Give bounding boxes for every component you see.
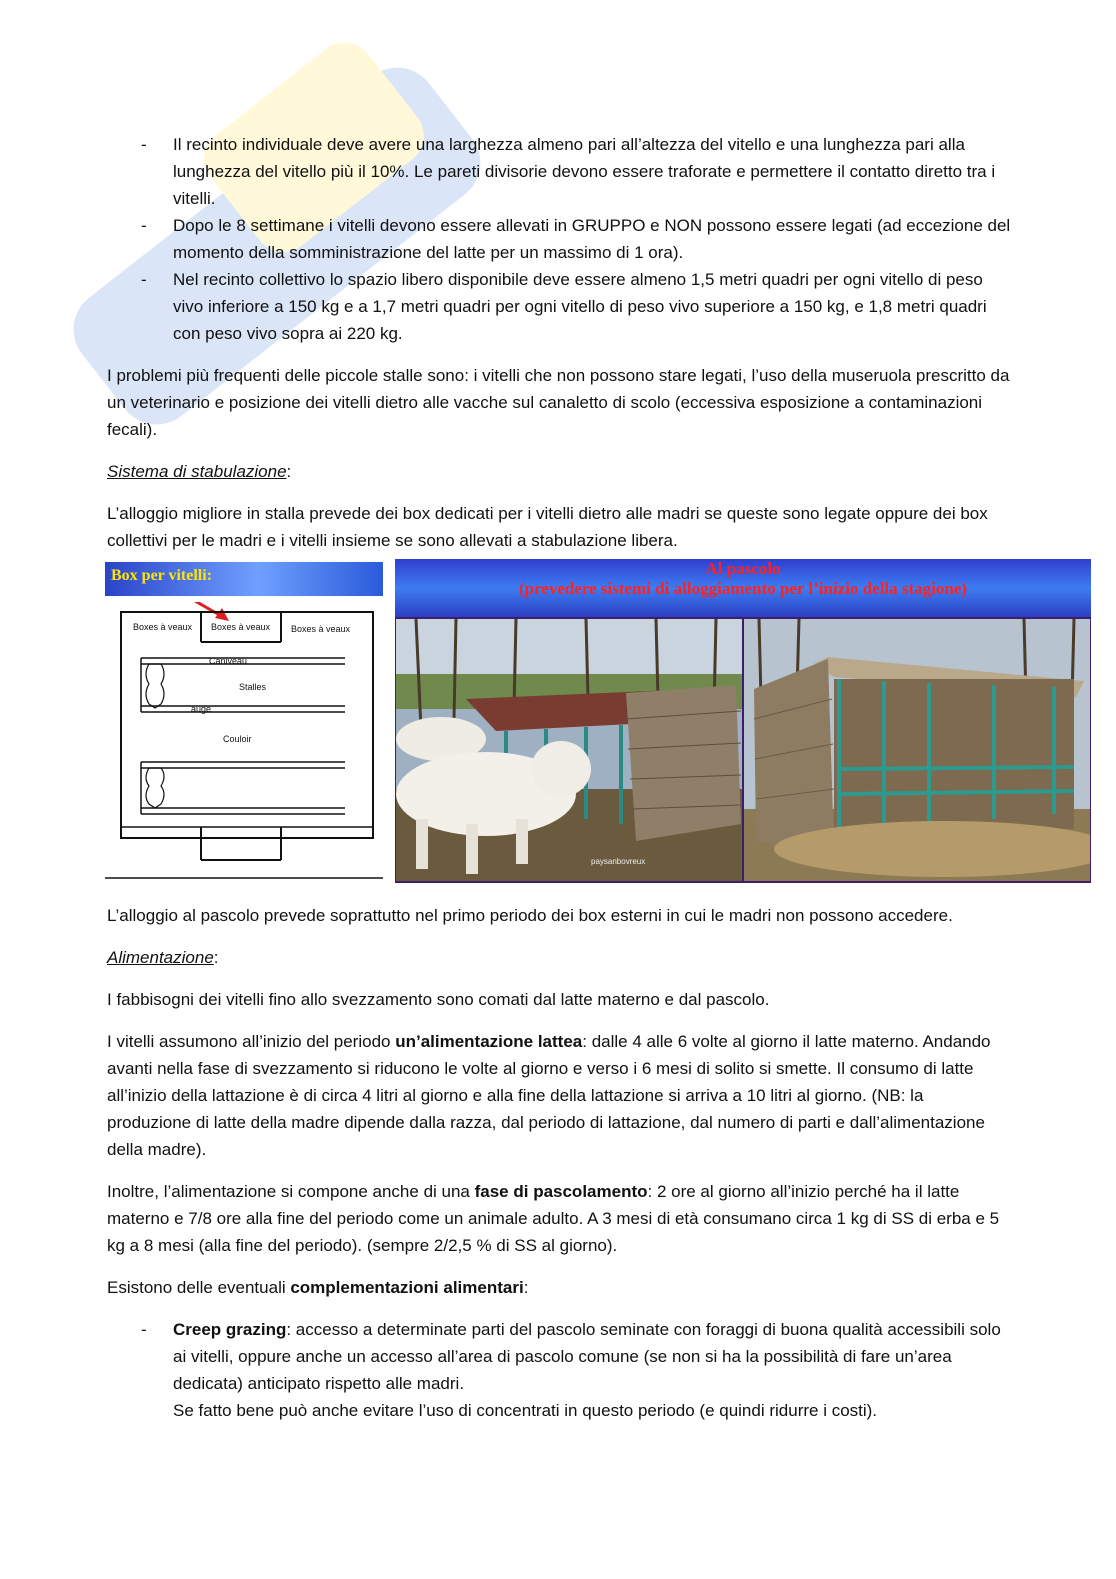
heading-alimentazione-text: Alimentazione xyxy=(107,948,214,967)
paragraph-complementazioni xyxy=(107,1274,1012,1301)
photo-shelter-cattle xyxy=(396,619,742,881)
text-run: : dalle 4 alle 6 volte al giorno il latte materno. Andando avanti nella fase di svezzamento si riducono le volte al giorno e verso i 6 mesi di solito si smette. Il consumo di latte all’inizio della lattazione è di circa 4 litri al giorno e alla fine della lattazione si arriva a 10 litri al giorno. (NB: la produzione di latte della madre dipende dalla razza, dal periodo di lattazione, dal numero di parti e dall’alimentazione della madre). xyxy=(107,1032,991,1159)
bottom-text-block xyxy=(107,902,1012,1439)
bullet-list-recinto xyxy=(107,131,1012,347)
floorplan-diagram xyxy=(105,602,383,880)
text-run: : accesso a determinate parti del pascolo seminate con foraggi di buona qualità accessibili solo ai vitelli, oppure anche un accesso all’area di pascolo comune (se non si ha la possibilità di fare un’area dedicata) anticipato rispetto alle madri. xyxy=(173,1320,1001,1393)
label-box2: Boxes à veaux xyxy=(211,622,271,632)
paragraph-pascolamento xyxy=(107,1178,1012,1259)
label-box1: Boxes à veaux xyxy=(133,622,193,632)
top-text-block xyxy=(107,131,1012,569)
paragraph-fabbisogni: I fabbisogni dei vitelli fino allo svezzamento sono comati dal latte materno e dal pascolo. xyxy=(107,990,770,1009)
bold-term: complementazioni alimentari xyxy=(290,1278,524,1297)
text-run: Se fatto bene può anche evitare l’uso di concentrati in questo periodo (e quindi ridurre i costi). xyxy=(173,1401,878,1420)
bold-term: fase di pascolamento xyxy=(474,1182,648,1201)
paragraph-problemi: I problemi più frequenti delle piccole stalle sono: i vitelli che non possono stare legati, l’uso della museruola prescritto da un veterinario e posizione dei vitelli dietro alle vacche sul canaletto di scolo (eccessiva esposizione a contaminazioni fecali). xyxy=(107,366,1010,439)
text-run: Esistono delle eventuali xyxy=(107,1278,291,1297)
list-item: - Dopo le 8 settimane i vitelli devono essere allevati in GRUPPO e NON possono essere legati (ad eccezione del momento della somministrazione del latte per un massimo di 1 ora). xyxy=(107,212,1012,266)
list-item: - Il recinto individuale deve avere una larghezza almeno pari all’altezza del vitello e una lunghezza pari alla lunghezza del vitello più il 10%. Le pareti divisorie devono essere traforate e permettere il contatto diretto tra i vitelli. xyxy=(107,131,1012,212)
figure-box-per-vitelli xyxy=(105,562,383,880)
heading-alimentazione: Alimentazione: xyxy=(107,948,219,967)
list-item: - Nel recinto collettivo lo spazio libero disponibile deve essere almeno 1,5 metri quadri per ogni vitello di peso vivo inferiore a 150 kg e a 1,7 metri quadri per ogni vitello di peso vivo superiore a 150 kg, e 1,8 metri quadri con peso vivo sopra ai 220 kg. xyxy=(107,266,1012,347)
label-caniveau: Caniveau xyxy=(209,656,248,666)
figure-subtitle-pascolo: (prevedere sistemi di alloggiamento per l’inizio della stagione) xyxy=(518,579,968,598)
label-stalles: Stalles xyxy=(239,682,267,692)
figure-header xyxy=(395,559,1091,617)
text-run: Inoltre, l’alimentazione si compone anche di una xyxy=(107,1182,475,1201)
paragraph-alloggio-pascolo: L’alloggio al pascolo prevede soprattutto nel primo periodo dei box esterni in cui le madri non possono accedere. xyxy=(107,906,953,925)
bold-term: Creep grazing xyxy=(173,1320,287,1339)
bold-term: un’alimentazione lattea xyxy=(395,1032,583,1051)
text-run: I vitelli assumono all’inizio del periodo xyxy=(107,1032,396,1051)
arrow-icon xyxy=(183,602,223,617)
paragraph-lattea xyxy=(107,1028,1012,1163)
figure-title-pascolo: Al pascolo xyxy=(705,559,781,578)
cow-icon xyxy=(146,768,164,808)
label-box3: Boxes à veaux xyxy=(291,624,351,634)
label-couloir: Couloir xyxy=(223,734,252,744)
paragraph-alloggio-stalla: L’alloggio migliore in stalla prevede dei box dedicati per i vitelli dietro alle madri se queste sono legate oppure dei box collettivi per le madri e i vitelli insieme se sono allevati a stabulazione libera. xyxy=(107,504,988,550)
figures-row xyxy=(105,559,1091,883)
heading-stabulazione-text: Sistema di stabulazione xyxy=(107,462,287,481)
figure-title: Box per vitelli: xyxy=(111,567,213,584)
bullet-list-complementazioni xyxy=(107,1316,1012,1424)
text-run: : 2 ore al giorno all’inizio perché ha il latte materno e 7/8 ore alla fine del periodo come un animale adulto. A 3 mesi di età consumano circa 1 kg di SS di erba e 5 kg a 8 mesi (alla fine del periodo). (sempre 2/2,5 % di SS al giorno). xyxy=(107,1182,1000,1255)
heading-stabulazione: Sistema di stabulazione: xyxy=(107,462,292,481)
floorplan-frame xyxy=(121,612,373,838)
photo-shelter-empty xyxy=(744,619,1090,881)
text-run: : xyxy=(523,1278,529,1297)
figure-title-bar xyxy=(105,562,383,596)
list-item-creep-grazing xyxy=(107,1316,1012,1424)
label-auge: auge xyxy=(191,704,212,714)
cow-icon xyxy=(146,664,164,708)
figure-al-pascolo xyxy=(395,559,1091,883)
photo-credit: paysanbovreux xyxy=(591,857,646,866)
